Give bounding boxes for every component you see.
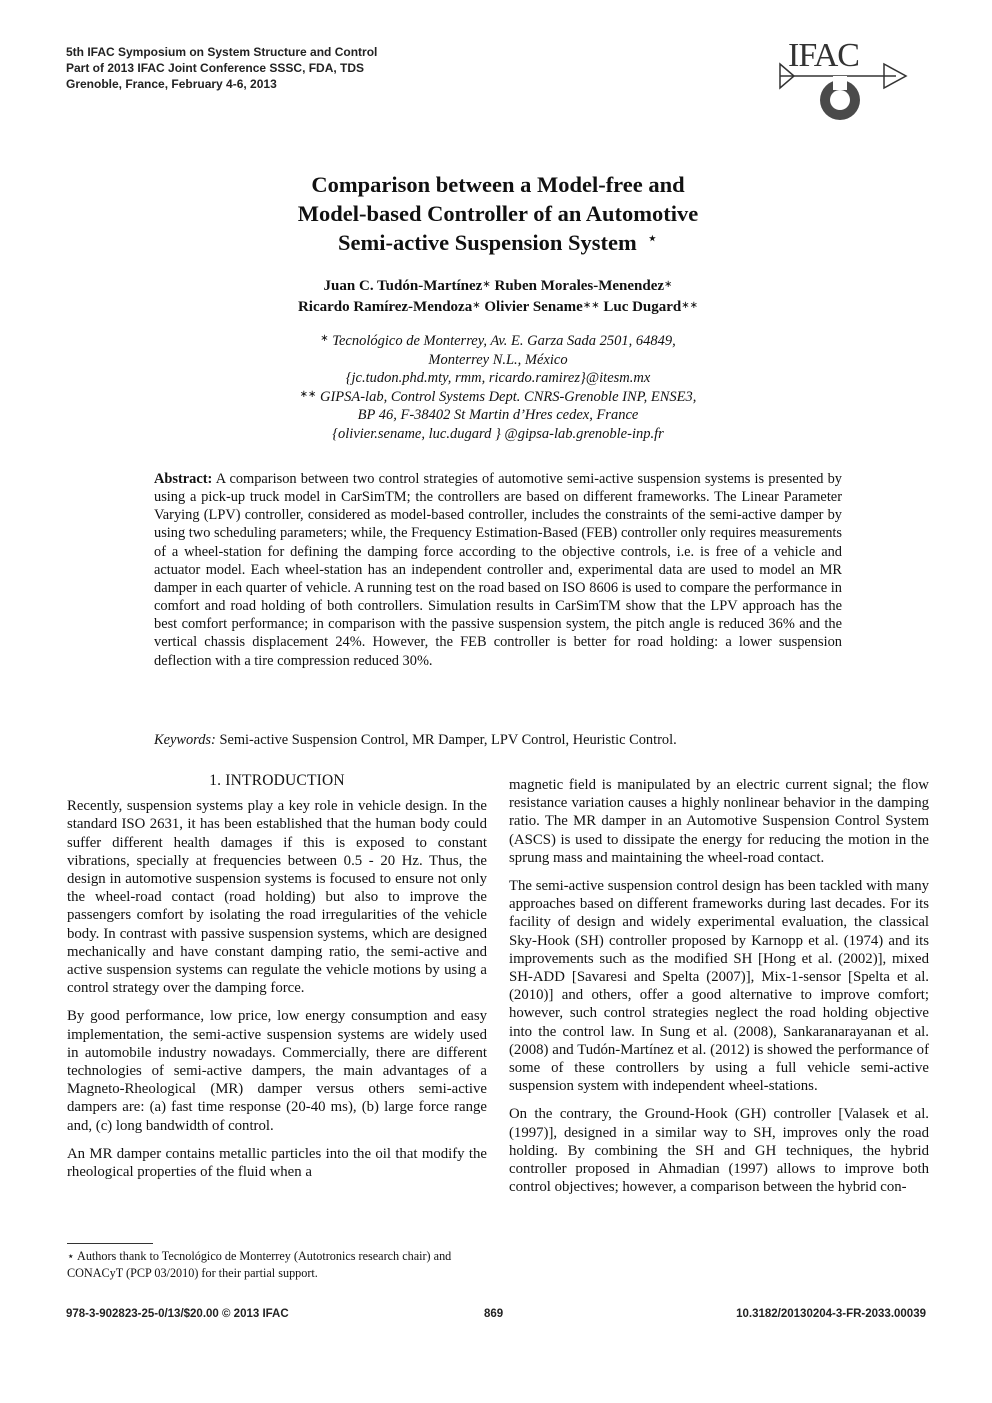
ifac-logo [778,36,908,126]
affil-mark: ∗ [320,333,329,344]
affil-mark: ∗∗ [681,300,699,311]
author-sename: Olivier Sename [484,299,583,315]
keywords [154,731,842,749]
affiliation-line [150,332,846,351]
affiliation-email: {jc.tudon.phd.mty, rmm, ricardo.ramirez}@itesm.mx [345,370,651,387]
page-footer [66,1308,926,1324]
body-paragraph: Recently, suspension systems play a key role in vehicle design. In the standard ISO 2631, it has been established that the human body could suffer different health damages if this is exposed to constant vibrations, specially at frequencies between 0.5 - 20 Hz. Thus, the design in automotive suspension systems is focused to ensure not only the wheel-road contact (road holding) but also to improve the passengers comfort by isolating the road irregularities of the vehicle body. In contrast with passive suspension systems, which are designed mechanically and have constant damping ratio, the semi-active and active suspension systems can regulate the vehicle motions by using a control strategy over the damping force. [67,798,487,997]
title-line-3-text: Semi-active Suspension System [337,230,637,255]
affiliation-line [150,388,846,407]
abstract-label: Abstract: [154,471,213,487]
affiliation-text: GIPSA-lab, Control Systems Dept. CNRS-Grenoble INP, ENSE3, [319,388,697,405]
keywords-text: Semi-active Suspension Control, MR Damper, LPV Control, Heuristic Control. [219,732,677,748]
affil-mark: ∗ [664,279,673,290]
logo-ring-hole [830,90,850,110]
author-list [150,276,846,318]
author-line-2 [150,297,846,318]
affiliation-text: Tecnológico de Monterrey, Av. E. Garza Sada 2501, 64849, [332,333,676,349]
author-morales: Ruben Morales-Menendez [494,278,665,294]
conference-line-3: Grenoble, France, February 4-6, 2013 [66,77,277,91]
affil-mark: ∗ [472,300,481,311]
author-ramirez: Ricardo Ramírez-Mendoza [297,299,473,315]
affil-mark: ∗∗ [582,300,600,311]
footnote-star: ⋆ [67,1249,75,1263]
body-paragraph: By good performance, low price, low energy consumption and easy implementation, the semi-active suspension systems are widely used in automobile industry nowadays. Commercially, there are different technologies of semi-active dampers, the main advantages of a Magneto-Rheological (MR) damper versus others semi-active dampers are: (a) fast time response (20-40 ms), (b) large force range and, (c) long bandwidth of control. [67,1008,487,1134]
author-dugard: Luc Dugard [603,299,682,315]
body-paragraph: An MR damper contains metallic particles into the oil that modify the rheological properties of the fluid when a [67,1145,487,1181]
footer-isbn: 978-3-902823-25-0/13/$20.00 © 2013 IFAC [66,1308,289,1320]
body-paragraph: magnetic field is manipulated by an electric current signal; the flow resistance variation causes a highly nonlinear behavior in the damping ratio. The MR damper in an Automotive Suspension Control System (ASCS) is used to dissipate the energy for reducing the motion in the sprung mass and maintaining the wheel-road contact. [509,777,929,866]
left-column [67,772,487,1181]
body-paragraph: The semi-active suspension control design has been tackled with many approaches based on different frameworks during last decades. For its facility of design and widely experimental evaluation, the classical Sky-Hook (SH) controller proposed by Karnopp et al. (1974) and its improvements such as the modified SH [Hong et al. (2002)], mixed SH-ADD [Savaresi and Spelta (2007)], Mix-1-sensor [Spelta et al. (2010)] and others, offer a good alternative to improve comfort; however, such control strategies neglect the road holding objective into the control law. In Sung et al. (2008), Sankaranarayanan et al. (2008) and Tudón-Martínez et al. (2012) is showed the performance of some of these controllers by using a full vehicle semi-active suspension system with independent wheel-stations. [509,878,929,1095]
author-tudon: Juan C. Tudón-Martínez [323,278,483,294]
affil-mark: ∗ [482,279,491,290]
paper-title [150,170,846,257]
logo-ring-gap [833,76,847,90]
affiliation-line: Monterrey N.L., México [428,351,568,368]
title-footnote-star: ⋆ [646,228,659,248]
section-heading: 1. INTRODUCTION [209,772,345,789]
affiliation-email: {olivier.sename, luc.dugard } @gipsa-lab.grenoble-inp.fr [332,425,664,442]
conference-line-2: Part of 2013 IFAC Joint Conference SSSC, FDA, TDS [66,61,365,75]
body-paragraph: On the contrary, the Ground-Hook (GH) controller [Valasek et al. (1997)], designed in a similar way to SH, improves only the road holding. By combining the SH and GH techniques, the hybrid controller proposed in Ahmadian (1997) allows to improve both control objectives; however, a comparison between the hybrid con- [509,1106,929,1196]
abstract [154,470,842,670]
title-line-3 [150,228,846,257]
affil-mark: ∗∗ [299,388,317,400]
footnote-rule [67,1243,153,1244]
author-line-1 [150,276,846,297]
conference-line-1: 5th IFAC Symposium on System Structure and Control [66,45,378,59]
ifac-logo-text: IFAC [788,37,859,74]
conference-header [66,44,377,92]
abstract-text: A comparison between two control strategies of automotive semi-active suspension systems is presented by using a pick-up truck model in CarSimTM; the controllers are based on different frameworks. The Linear Parameter Varying (LPV) controller, considered as model-based controller, includes the constraints of the semi-active damper by using two scheduling parameters; while, the Frequency Estimation-Based (FEB) controller only requires measurements of a wheel-station for defining the damping force according to the objective controls, i.e. is free of a vehicle and actuator model. Each wheel-station has an independent controller and, experimental data are used to model an MR damper in each quarter of vehicle. A running test on the road based on ISO 8606 is used to compare the performance in comfort and road holding of both controllers. Simulation results in CarSimTM show that the LPV approach has the best comfort performance; in comparison with the passive suspension system, the pitch angle is reduced 36% and the vertical chassis displacement 24%. However, the FEB controller is better for road holding: a lower suspension deflection with a tire compression reduced 30%. [154,471,842,669]
right-column [509,776,929,1196]
footnote-text: Authors thank to Tecnológico de Monterrey (Autotronics research chair) and CONACyT (PCP 03/2010) for their partial support. [67,1249,452,1280]
footnote [67,1248,487,1282]
affiliation-line: BP 46, F-38402 St Martin d’Hres cedex, France [357,407,639,424]
title-line-2: Model-based Controller of an Automotive [297,201,699,226]
footer-doi: 10.3182/20130204-3-FR-2033.00039 [736,1308,926,1320]
page-number: 869 [484,1308,504,1320]
affiliations [150,332,846,444]
title-line-1: Comparison between a Model-free and [311,172,685,197]
keywords-label: Keywords: [154,732,216,748]
